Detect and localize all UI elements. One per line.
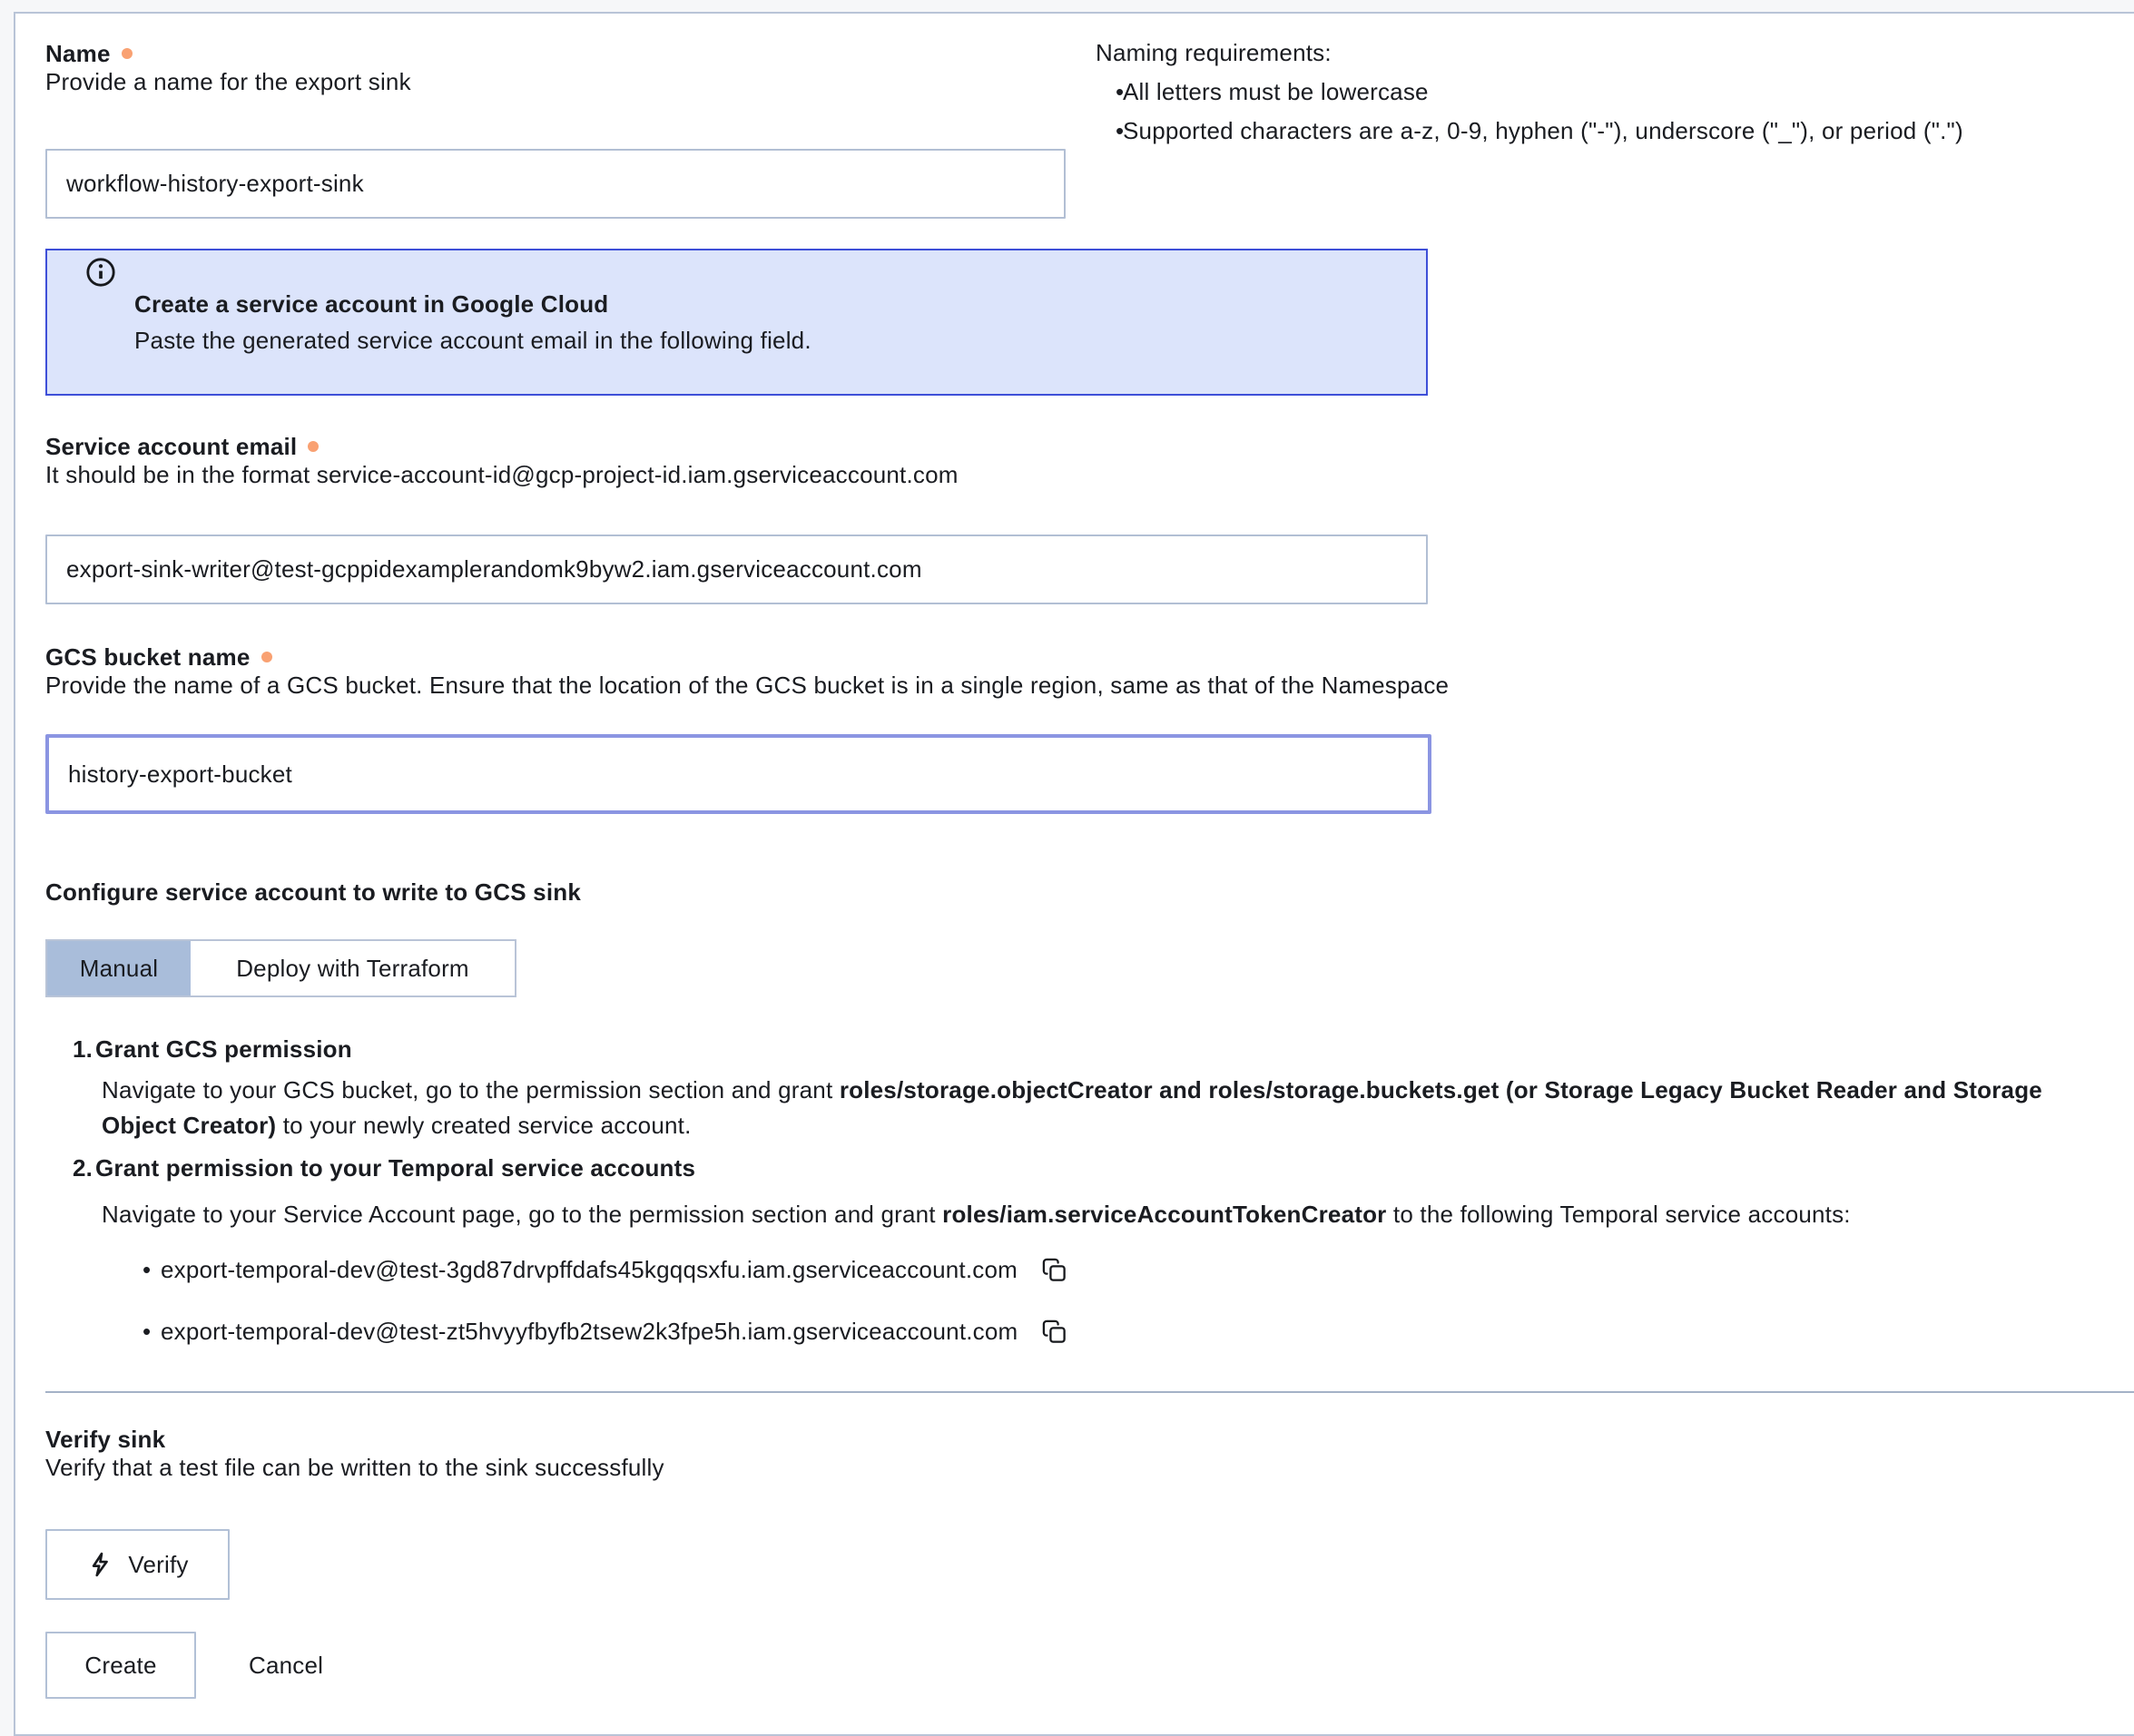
info-description: Paste the generated service account email in the following field. xyxy=(134,327,811,354)
manual-steps xyxy=(45,1035,2099,1346)
naming-requirement-item xyxy=(1096,77,2121,107)
step-2-text xyxy=(45,1197,2097,1232)
bullet-icon xyxy=(143,1318,161,1346)
step-2-text-bold: roles/iam.serviceAccountTokenCreator xyxy=(942,1201,1387,1228)
step-1-text-before: Navigate to your GCS bucket, go to the permission section and grant xyxy=(102,1076,840,1103)
cancel-button[interactable]: Cancel xyxy=(249,1632,323,1699)
naming-requirement-text: Supported characters are a-z, 0-9, hyphen ("-"), underscore ("_"), or period (".") xyxy=(1123,117,1963,144)
lightning-icon xyxy=(86,1551,113,1578)
service-account-email-label-text: Service account email xyxy=(45,433,298,460)
info-title: Create a service account in Google Cloud xyxy=(134,290,609,318)
step-1-text-bold: roles/storage.objectCreator and roles/storage.buckets.get (or Storage Legacy Bucket Reader and Storage Object Creator) xyxy=(102,1076,2042,1139)
verify-sink-title: Verify sink xyxy=(45,1426,166,1453)
service-account-email-input[interactable] xyxy=(45,535,1428,604)
copy-icon[interactable] xyxy=(1041,1319,1067,1345)
service-account-email-text: export-temporal-dev@test-3gd87drvpffdafs45kgqqsxfu.iam.gserviceaccount.com xyxy=(161,1256,1018,1283)
gcs-bucket-name-label-text: GCS bucket name xyxy=(45,643,251,671)
info-box xyxy=(45,249,1428,396)
step-1-number: 1. xyxy=(73,1035,93,1063)
gcs-bucket-name-description: Provide the name of a GCS bucket. Ensure that the location of the GCS bucket is in a single region, same as that of the Namespace xyxy=(45,672,1450,699)
step-2-text-after: to the following Temporal service accounts: xyxy=(1386,1201,1851,1228)
configure-section-title: Configure service account to write to GCS sink xyxy=(45,878,581,906)
name-description: Provide a name for the export sink xyxy=(45,68,411,95)
verify-button-label: Verify xyxy=(128,1550,189,1578)
naming-requirements-title: Naming requirements: xyxy=(1096,39,1332,66)
bullet-icon xyxy=(1096,77,1123,107)
name-input[interactable] xyxy=(45,149,1066,219)
info-icon xyxy=(85,257,116,288)
bullet-icon xyxy=(1096,116,1123,146)
step-2-number: 2. xyxy=(73,1154,93,1182)
tab-manual[interactable]: Manual xyxy=(47,941,191,996)
step-2-title-text: Grant permission to your Temporal service accounts xyxy=(95,1154,696,1182)
info-text xyxy=(134,286,811,358)
service-account-email-label xyxy=(45,433,2099,461)
service-account-item xyxy=(45,1256,2099,1284)
configure-tabs xyxy=(45,939,516,997)
step-2-text-before: Navigate to your Service Account page, go to the permission section and grant xyxy=(102,1201,943,1228)
naming-requirement-text: All letters must be lowercase xyxy=(1123,78,1429,105)
bullet-icon xyxy=(143,1256,161,1284)
naming-requirements xyxy=(1096,38,2121,146)
export-sink-form-panel xyxy=(14,12,2134,1736)
step-1-title xyxy=(45,1035,2099,1064)
gcs-bucket-name-label xyxy=(45,643,2099,672)
copy-icon[interactable] xyxy=(1041,1257,1067,1283)
naming-requirement-item xyxy=(1096,116,2121,146)
service-account-email-description: It should be in the format service-account-id@gcp-project-id.iam.gserviceaccount.com xyxy=(45,461,959,488)
verify-sink-description: Verify that a test file can be written to the sink successfully xyxy=(45,1454,664,1481)
required-dot xyxy=(261,652,272,662)
required-dot xyxy=(122,48,133,59)
step-1-text-after: to your newly created service account. xyxy=(276,1112,692,1139)
verify-button[interactable] xyxy=(45,1529,230,1600)
step-1-title-text: Grant GCS permission xyxy=(95,1035,352,1063)
step-1-text xyxy=(45,1073,2097,1143)
tab-deploy-terraform[interactable]: Deploy with Terraform xyxy=(191,941,515,996)
form-actions xyxy=(45,1632,2099,1699)
form-main-column xyxy=(45,40,2099,1699)
service-account-email-text: export-temporal-dev@test-zt5hvyyfbyfb2tsew2k3fpe5h.iam.gserviceaccount.com xyxy=(161,1318,1018,1345)
create-button[interactable]: Create xyxy=(45,1632,196,1699)
required-dot xyxy=(308,441,319,452)
name-label-text: Name xyxy=(45,40,111,67)
section-divider xyxy=(45,1391,2134,1393)
step-2-title xyxy=(45,1154,2099,1182)
service-account-item xyxy=(45,1318,2099,1346)
gcs-bucket-name-input[interactable] xyxy=(45,734,1431,814)
